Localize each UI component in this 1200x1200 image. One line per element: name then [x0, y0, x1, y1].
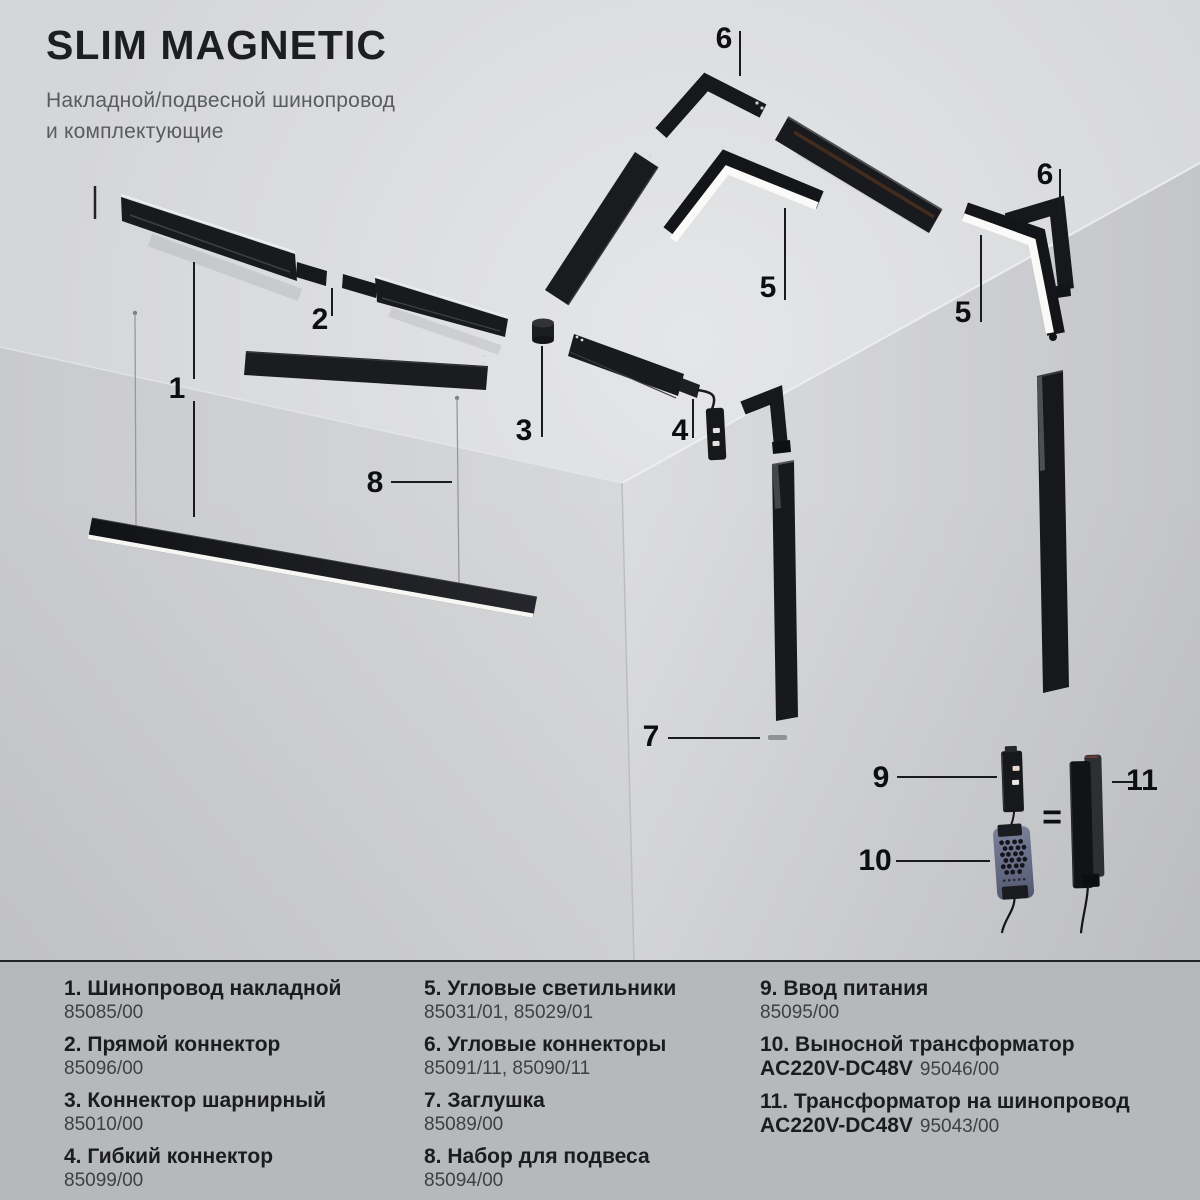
subtitle-line-2: и комплектующие — [46, 120, 224, 143]
legend-item-article: 85096/00 — [64, 1058, 144, 1079]
legend-item-article: 85095/00 — [760, 1002, 840, 1023]
legend-column-3 — [760, 976, 1130, 1146]
legend-item-title: 3. Коннектор шарнирный — [64, 1089, 327, 1112]
equals-sign: = — [1042, 798, 1062, 837]
legend-item-article: 85091/11, 85090/11 — [424, 1058, 591, 1079]
callout-7: 7 — [642, 720, 660, 753]
legend-item-title: 1. Шинопровод накладной — [64, 977, 342, 1000]
legend-item-3 — [64, 1088, 341, 1136]
legend-column-2 — [424, 976, 676, 1200]
callout-6-ceiling: 6 — [715, 22, 733, 55]
legend-item-title: 2. Прямой коннектор — [64, 1033, 281, 1056]
callout-11: 11 — [1126, 764, 1158, 797]
voltage-spec: AC220V-DC48V — [760, 1114, 913, 1137]
page-title: SLIM MAGNETIC — [46, 22, 387, 68]
callout-3: 3 — [515, 414, 533, 447]
legend-item-8 — [424, 1144, 676, 1192]
legend-item-title: 7. Заглушка — [424, 1089, 545, 1112]
voltage-spec: AC220V-DC48V — [760, 1057, 913, 1080]
legend-item-title: 9. Ввод питания — [760, 977, 929, 1000]
legend-item-4 — [64, 1144, 341, 1192]
legend-item-7 — [424, 1088, 676, 1136]
legend-item-article: AC220V-DC48V 95043/00 — [760, 1114, 1000, 1137]
legend-item-5 — [424, 976, 676, 1024]
legend-item-10 — [760, 1032, 1130, 1081]
legend-item-article: 85031/01, 85029/01 — [424, 1002, 594, 1023]
legend-item-article: 85099/00 — [64, 1170, 144, 1191]
legend-item-title: 8. Набор для подвеса — [424, 1145, 650, 1168]
flex-connector-plug — [706, 408, 727, 461]
legend-item-article: AC220V-DC48V 95046/00 — [760, 1057, 1000, 1080]
legend-item-article: 85094/00 — [424, 1170, 504, 1191]
legend-item-9 — [760, 976, 1130, 1024]
callout-4: 4 — [671, 414, 689, 447]
legend-item-1 — [64, 976, 341, 1024]
callout-9: 9 — [872, 761, 890, 794]
legend-item-title: 6. Угловые коннекторы — [424, 1033, 667, 1056]
legend — [0, 960, 1200, 1200]
callout-8: 8 — [366, 466, 384, 499]
legend-item-title: 11. Трансформатор на шинопровод — [760, 1090, 1130, 1113]
legend-item-title: 5. Угловые светильники — [424, 977, 677, 1000]
legend-item-11 — [760, 1089, 1130, 1138]
callout-5-ceiling: 5 — [759, 271, 777, 304]
legend-item-title: 4. Гибкий коннектор — [64, 1145, 274, 1168]
legend-column-1 — [64, 976, 341, 1200]
wall-track-centre — [772, 461, 798, 721]
callout-5-wall: 5 — [954, 296, 972, 329]
legend-item-2 — [64, 1032, 341, 1080]
hinge-connector — [532, 319, 554, 345]
subtitle-line-1: Накладной/подвесной шинопровод — [46, 89, 396, 112]
callout-6-wall: 6 — [1036, 158, 1054, 191]
callout-10: 10 — [858, 844, 892, 877]
callout-1: 1 — [168, 372, 186, 405]
header — [46, 22, 395, 147]
legend-item-article: 85089/00 — [424, 1114, 504, 1135]
legend-item-title: 10. Выносной трансформатор — [760, 1033, 1075, 1056]
legend-item-article: 85085/00 — [64, 1002, 144, 1023]
end-cap — [768, 735, 787, 740]
page-subtitle — [46, 85, 395, 147]
legend-item-6 — [424, 1032, 676, 1080]
legend-item-article: 85010/00 — [64, 1114, 144, 1135]
callout-2: 2 — [311, 303, 329, 336]
